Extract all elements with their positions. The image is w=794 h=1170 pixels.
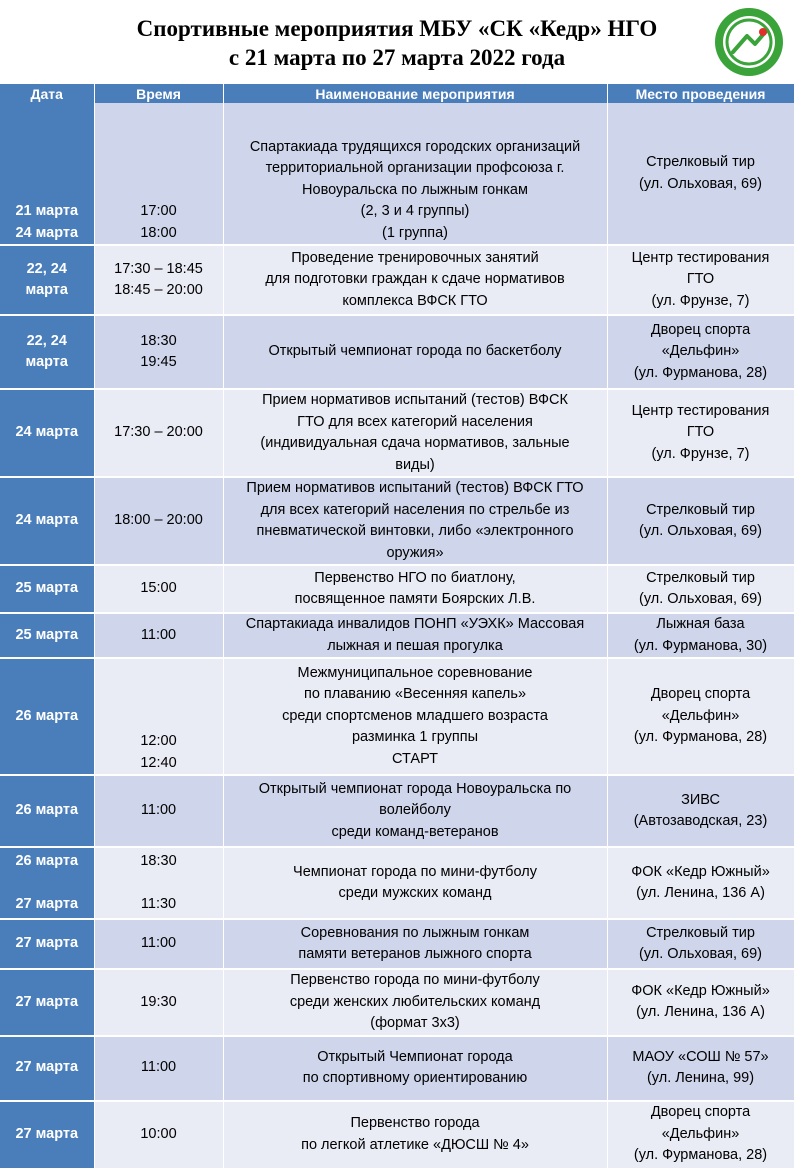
cell-time	[94, 1101, 223, 1169]
event-line: (формат 3х3)	[370, 1015, 460, 1031]
event-line: Проведение тренировочных занятий	[291, 249, 539, 266]
event-line: Прием нормативов испытаний (тестов) ВФСК	[262, 392, 568, 408]
cell-place	[607, 969, 794, 1036]
table-row	[0, 775, 794, 847]
place-line: Стрелковый тир	[646, 924, 755, 941]
cell-time	[94, 245, 223, 315]
cell-date	[0, 613, 94, 658]
cell-date	[0, 969, 94, 1036]
event-line: Новоуральска по лыжным гонкам	[302, 181, 528, 198]
date-line: 27 марта	[15, 895, 79, 912]
table-row	[0, 1036, 794, 1101]
header-place: Место проведения	[607, 84, 794, 103]
place-line: ГТО	[686, 271, 715, 288]
table-row	[0, 245, 794, 315]
cell-time	[94, 919, 223, 969]
event-line: территориальной организации профсоюза г.	[265, 160, 565, 176]
time-line: 12:40	[140, 754, 177, 771]
time-line: 11:30	[140, 895, 177, 912]
cell-event	[223, 658, 607, 775]
event-line: по плаванию «Весенняя капель»	[303, 686, 527, 703]
event-line: оружия»	[386, 544, 444, 561]
place-line: ФОК «Кедр Южный»	[631, 982, 770, 999]
cell-event	[223, 969, 607, 1036]
event-line: памяти ветеранов лыжного спорта	[298, 946, 532, 962]
event-line: Спартакиада трудящихся городских организаций	[249, 138, 581, 155]
event-line: комплекса ВФСК ГТО	[342, 292, 488, 309]
time-line: 19:30	[140, 993, 177, 1010]
cell-place	[607, 613, 794, 658]
date-line: 24 марта	[15, 512, 79, 529]
time-line: 10:00	[140, 1125, 177, 1142]
time-line: 19:45	[140, 354, 177, 370]
header-time: Время	[94, 84, 223, 103]
event-line: среди спортсменов младшего возраста	[282, 707, 548, 724]
event-line: Первенство города	[350, 1115, 480, 1131]
place-line: «Дельфин»	[661, 1125, 740, 1142]
place-line: (ул. Ленина, 99)	[646, 1070, 755, 1086]
place-line: (ул. Ленина, 136 А)	[636, 885, 765, 901]
cell-time	[94, 315, 223, 389]
table-header-row	[0, 84, 794, 103]
time-line: 18:00	[140, 224, 177, 241]
place-line: Центр тестирования	[631, 402, 770, 419]
cell-place	[607, 477, 794, 565]
table-row	[0, 315, 794, 389]
date-line: марта	[25, 354, 68, 370]
place-line: Стрелковый тир	[646, 501, 755, 518]
title-line-2: с 21 марта по 27 марта 2022 года	[228, 45, 566, 70]
sk-kedr-logo-icon	[713, 6, 785, 78]
date-line: 25 марта	[15, 626, 79, 643]
cell-event	[223, 1101, 607, 1169]
event-line: Прием нормативов испытаний (тестов) ВФСК ГТО	[246, 480, 584, 496]
cell-time	[94, 969, 223, 1036]
table-row	[0, 565, 794, 613]
cell-time	[94, 389, 223, 477]
table-row	[0, 919, 794, 969]
place-line: (ул. Ленина, 136 А)	[636, 1004, 765, 1021]
place-line: Стрелковый тир	[646, 154, 755, 170]
cell-place	[607, 919, 794, 969]
event-line: среди мужских команд	[338, 885, 492, 901]
event-line: по легкой атлетике «ДЮСШ № 4»	[301, 1136, 529, 1153]
cell-place	[607, 1036, 794, 1101]
cell-time	[94, 103, 223, 245]
place-line: (ул. Фурманова, 28)	[633, 1147, 768, 1164]
place-line: «Дельфин»	[661, 343, 740, 360]
date-line: 22, 24	[26, 332, 67, 349]
cell-date	[0, 389, 94, 477]
date-line: 27 марта	[15, 993, 79, 1010]
document-title	[0, 14, 794, 72]
cell-event	[223, 613, 607, 658]
table-row	[0, 969, 794, 1036]
date-line: 25 марта	[15, 580, 79, 597]
cell-place	[607, 103, 794, 245]
place-line: (ул. Ольховая, 69)	[638, 946, 763, 962]
event-line: Первенство НГО по биатлону,	[314, 569, 516, 586]
date-line: 21 марта	[15, 203, 79, 219]
event-line: Открытый чемпионат города по баскетболу	[268, 343, 562, 360]
time-line: 11:00	[140, 626, 177, 643]
table-row	[0, 613, 794, 658]
cell-time	[94, 613, 223, 658]
cell-time	[94, 1036, 223, 1101]
date-line: 22, 24	[26, 260, 67, 277]
cell-date	[0, 775, 94, 847]
place-line: (ул. Фурманова, 28)	[633, 729, 768, 746]
cell-place	[607, 847, 794, 919]
cell-date	[0, 847, 94, 919]
place-line: Центр тестирования	[631, 249, 770, 266]
cell-event	[223, 389, 607, 477]
cell-date	[0, 103, 94, 245]
time-line: 15:00	[140, 580, 177, 597]
place-line: (ул. Ольховая, 69)	[638, 175, 763, 192]
cell-place	[607, 245, 794, 315]
event-line: Чемпионат города по мини-футболу	[293, 863, 537, 880]
event-line: по спортивному ориентированию	[302, 1070, 528, 1086]
place-line: (ул. Ольховая, 69)	[638, 591, 763, 607]
cell-place	[607, 565, 794, 613]
place-line: (ул. Фурманова, 30)	[633, 637, 768, 654]
time-line	[97, 872, 221, 894]
cell-event	[223, 103, 607, 245]
cell-time	[94, 477, 223, 565]
date-line: 26 марта	[15, 852, 79, 869]
date-line: 27 марта	[15, 1125, 79, 1142]
cell-event	[223, 565, 607, 613]
cell-place	[607, 658, 794, 775]
time-line: 17:00	[140, 203, 177, 219]
cell-event	[223, 775, 607, 847]
event-line: Открытый Чемпионат города	[317, 1048, 513, 1065]
place-line: ГТО	[686, 424, 715, 441]
event-line: (1 группа)	[382, 224, 448, 241]
place-line: «Дельфин»	[661, 707, 740, 724]
place-line: Дворец спорта	[650, 1104, 751, 1121]
cell-time	[94, 658, 223, 775]
cell-event	[223, 315, 607, 389]
time-line: 11:00	[140, 935, 177, 952]
cell-date	[0, 565, 94, 613]
event-line: пневматической винтовки, либо «электронного	[256, 523, 574, 539]
cell-event	[223, 245, 607, 315]
time-line: 18:30	[140, 852, 177, 869]
event-line: СТАРТ	[392, 750, 438, 767]
place-line: ЗИВС	[681, 791, 720, 808]
cell-date	[0, 477, 94, 565]
event-line: посвященное памяти Боярских Л.В.	[294, 591, 536, 607]
cell-place	[607, 775, 794, 847]
date-line: 24 марта	[15, 224, 79, 241]
cell-event	[223, 919, 607, 969]
place-line: Дворец спорта	[650, 686, 751, 703]
time-line: 18:30	[140, 332, 177, 349]
cell-place	[607, 389, 794, 477]
event-line: лыжная и пешая прогулка	[327, 637, 503, 654]
event-line: Открытый чемпионат города Новоуральска по	[258, 780, 572, 797]
event-line: волейболу	[379, 802, 451, 819]
date-line: 24 марта	[15, 424, 79, 441]
cell-date	[0, 1036, 94, 1101]
table-row	[0, 847, 794, 919]
table-row	[0, 1101, 794, 1169]
date-line: 26 марта	[15, 802, 79, 819]
title-line-1: Спортивные мероприятия МБУ «СК «Кедр» НГО	[136, 16, 658, 41]
place-line: (ул. Фрунзе, 7)	[651, 292, 750, 309]
place-line: Дворец спорта	[650, 321, 751, 338]
event-line: среди женских любительских команд	[289, 993, 541, 1010]
place-line: (Автозаводская, 23)	[633, 813, 768, 829]
cell-event	[223, 1036, 607, 1101]
event-line: Соревнования по лыжным гонкам	[300, 924, 530, 941]
place-line: Стрелковый тир	[646, 569, 755, 586]
time-line: 18:00 – 20:00	[114, 512, 203, 529]
cell-event	[223, 847, 607, 919]
event-line: (2, 3 и 4 группы)	[360, 203, 470, 219]
time-line: 12:00	[140, 733, 177, 749]
event-line: Первенство города по мини-футболу	[290, 972, 540, 988]
place-line: (ул. Ольховая, 69)	[638, 523, 763, 539]
date-line	[2, 872, 92, 894]
cell-place	[607, 315, 794, 389]
table-row	[0, 477, 794, 565]
event-line: виды)	[395, 456, 435, 473]
event-line: среди команд-ветеранов	[331, 823, 499, 840]
time-line: 11:00	[140, 1059, 177, 1076]
event-line: Межмуниципальное соревнование	[297, 664, 533, 681]
cell-date	[0, 658, 94, 775]
event-line: для подготовки граждан к сдаче нормативов	[265, 271, 565, 288]
header-event: Наименование мероприятия	[223, 84, 607, 103]
event-line: (индивидуальная сдача нормативов, зальные	[260, 435, 570, 451]
cell-date	[0, 315, 94, 389]
place-line: Лыжная база	[656, 616, 745, 632]
time-line: 17:30 – 20:00	[114, 424, 203, 441]
cell-place	[607, 1101, 794, 1169]
time-line: 17:30 – 18:45	[114, 260, 203, 277]
place-line: ФОК «Кедр Южный»	[631, 863, 770, 880]
event-line: Спартакиада инвалидов ПОНП «УЭХК» Массовая	[245, 616, 585, 632]
date-line: марта	[25, 282, 68, 298]
cell-date	[0, 245, 94, 315]
table-row	[0, 389, 794, 477]
cell-date	[0, 1101, 94, 1169]
event-line: для всех категорий населения по стрельбе из	[260, 501, 570, 518]
cell-time	[94, 565, 223, 613]
place-line: (ул. Фурманова, 28)	[633, 364, 768, 381]
header-date: Дата	[0, 84, 94, 103]
schedule-table	[0, 84, 794, 1170]
time-line: 11:00	[140, 802, 177, 819]
cell-event	[223, 477, 607, 565]
date-line: 27 марта	[15, 1059, 79, 1076]
cell-time	[94, 775, 223, 847]
place-line: (ул. Фрунзе, 7)	[651, 445, 750, 462]
event-line: разминка 1 группы	[351, 729, 479, 746]
cell-date	[0, 919, 94, 969]
table-row	[0, 103, 794, 245]
date-line: 26 марта	[15, 707, 79, 724]
event-line: ГТО для всех категорий населения	[297, 413, 533, 430]
place-line: МАОУ «СОШ № 57»	[632, 1048, 769, 1065]
table-row	[0, 658, 794, 775]
time-line: 18:45 – 20:00	[114, 282, 203, 298]
date-line: 27 марта	[15, 935, 79, 952]
cell-time	[94, 847, 223, 919]
